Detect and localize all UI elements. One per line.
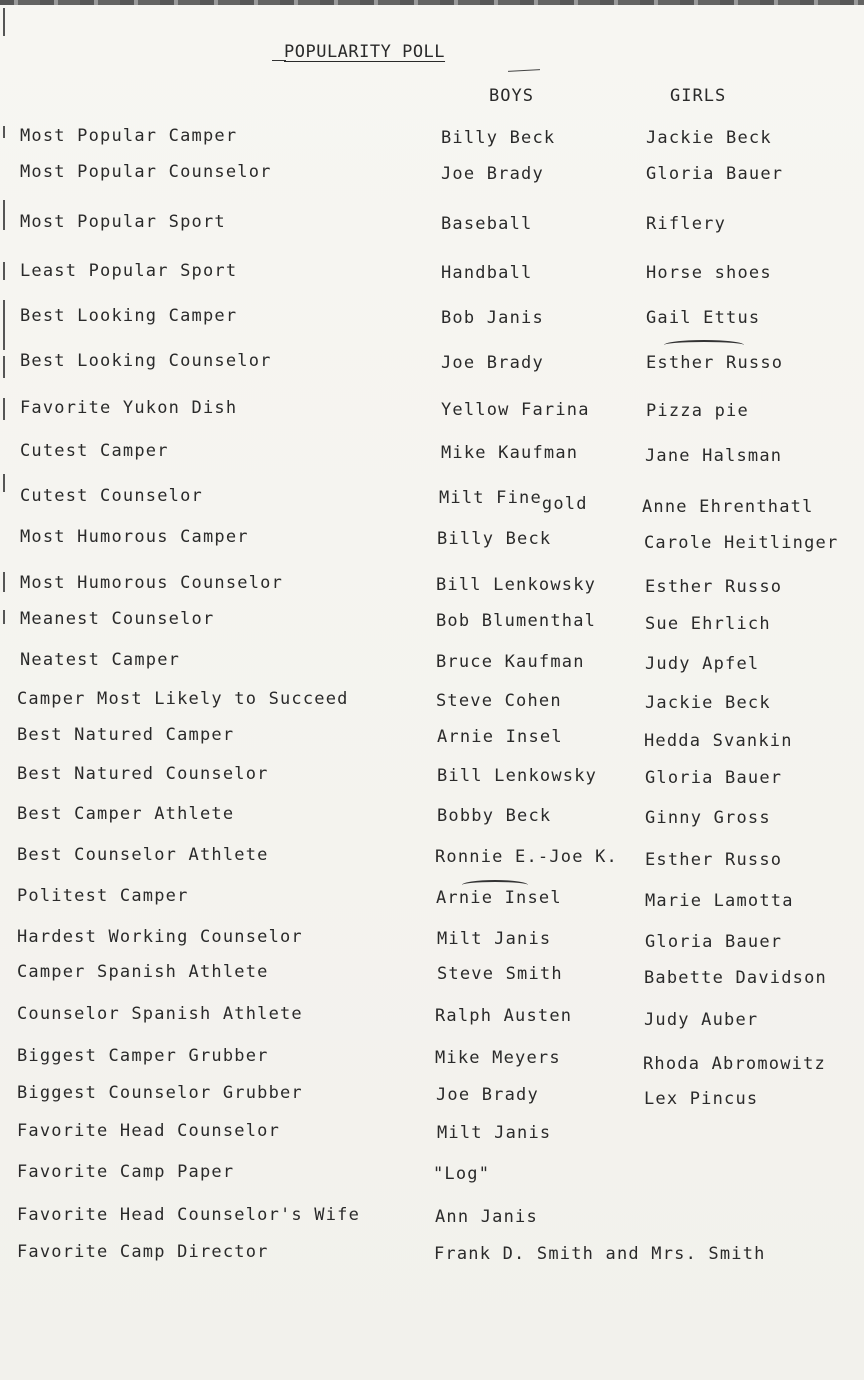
boys-winner: Ronnie E.-Joe K. [435, 847, 618, 867]
boys-winner: Bobby Beck [437, 806, 552, 826]
table-row [0, 1004, 864, 1030]
girls-winner: Riflery [646, 214, 727, 234]
category-label: Most Popular Counselor [20, 162, 272, 182]
girls-winner: Marie Lamotta [645, 891, 794, 911]
category-label: Most Popular Camper [20, 126, 238, 146]
ink-underline-gail [664, 340, 744, 350]
boys-winner: Bob Janis [441, 308, 544, 328]
category-label: Favorite Head Counselor [17, 1121, 281, 1141]
boys-winner: Bill Lenkowsky [437, 766, 598, 786]
boys-winner: Arnie Insel [436, 888, 562, 908]
girls-winner: Horse shoes [646, 263, 772, 283]
boys-winner: Handball [441, 263, 533, 283]
table-row [0, 398, 864, 424]
table-row [0, 725, 864, 751]
boys-winner: Mike Meyers [435, 1048, 561, 1068]
boys-winner: Billy Beck [441, 128, 556, 148]
table-row [0, 306, 864, 332]
category-label: Biggest Camper Grubber [17, 1046, 269, 1066]
category-label: Camper Most Likely to Succeed [17, 689, 349, 709]
ink-underline-ronnie [462, 880, 528, 890]
table-row [0, 1083, 864, 1109]
boys-winner-main: Milt Fine [439, 488, 542, 508]
boys-winner: Steve Cohen [436, 691, 562, 711]
table-row [0, 804, 864, 830]
boys-winner: "Log" [433, 1164, 491, 1184]
category-label: Hardest Working Counselor [17, 927, 303, 947]
category-label: Best Camper Athlete [17, 804, 235, 824]
girls-winner: Jane Halsman [645, 446, 783, 466]
category-label: Least Popular Sport [20, 261, 238, 281]
category-label: Most Humorous Counselor [20, 573, 284, 593]
girls-winner: Judy Apfel [645, 654, 760, 674]
table-row [0, 764, 864, 790]
category-label: Best Looking Camper [20, 306, 238, 326]
header-boys: BOYS [489, 86, 534, 106]
table-row [0, 845, 864, 871]
boys-winner: Mike Kaufman [441, 443, 579, 463]
category-label: Most Popular Sport [20, 212, 226, 232]
category-label: Best Looking Counselor [20, 351, 272, 371]
girls-winner: Esther Russo [645, 577, 783, 597]
girls-winner: Pizza pie [646, 401, 749, 421]
girls-winner: Judy Auber [644, 1010, 759, 1030]
table-row [0, 1121, 864, 1147]
girls-winner: Lex Pincus [644, 1089, 759, 1109]
table-row [0, 1242, 864, 1268]
category-label: Best Natured Camper [17, 725, 235, 745]
table-row [0, 212, 864, 238]
table-row [0, 1046, 864, 1072]
table-row [0, 126, 864, 152]
girls-winner: Esther Russo [646, 353, 784, 373]
boys-winner: Milt Janis [437, 929, 552, 949]
category-label: Best Counselor Athlete [17, 845, 269, 865]
boys-winner: Yellow Farina [441, 400, 590, 420]
girls-winner: Gloria Bauer [645, 768, 783, 788]
category-label: Best Natured Counselor [17, 764, 269, 784]
table-row [0, 351, 864, 377]
boys-winner: Ann Janis [435, 1207, 538, 1227]
boys-winner: Frank D. Smith and Mrs. Smith [434, 1244, 766, 1264]
table-row [0, 441, 864, 467]
table-row [0, 689, 864, 715]
girls-winner: Jackie Beck [646, 128, 772, 148]
category-label: Counselor Spanish Athlete [17, 1004, 303, 1024]
ink-dash [508, 69, 540, 72]
table-row [0, 527, 864, 553]
category-label: Most Humorous Camper [20, 527, 249, 547]
girls-winner: Hedda Svankin [644, 731, 793, 751]
category-label: Cutest Camper [20, 441, 169, 461]
boys-winner: Arnie Insel [437, 727, 563, 747]
boys-winner: Bruce Kaufman [436, 652, 585, 672]
boys-winner: Billy Beck [437, 529, 552, 549]
category-label: Cutest Counselor [20, 486, 203, 506]
category-label: Politest Camper [17, 886, 189, 906]
boys-winner: Joe Brady [441, 164, 544, 184]
table-row [0, 261, 864, 287]
girls-winner: Rhoda Abromowitz [643, 1054, 826, 1074]
girls-winner: Anne Ehrenthatl [642, 497, 814, 517]
girls-winner: Babette Davidson [644, 968, 827, 988]
category-label: Biggest Counselor Grubber [17, 1083, 303, 1103]
boys-winner: Bob Blumenthal [436, 611, 597, 631]
category-label: Favorite Camp Paper [17, 1162, 235, 1182]
table-row [0, 486, 864, 517]
table-row [0, 927, 864, 953]
category-label: Neatest Camper [20, 650, 181, 670]
table-row [0, 650, 864, 676]
girls-winner: Jackie Beck [645, 693, 771, 713]
category-label: Camper Spanish Athlete [17, 962, 269, 982]
table-row [0, 1205, 864, 1231]
table-row [0, 609, 864, 635]
table-row [0, 1162, 864, 1188]
boys-winner: Joe Brady [436, 1085, 539, 1105]
table-row [0, 573, 864, 599]
boys-winner: Steve Smith [437, 964, 563, 984]
girls-winner: Carole Heitlinger [644, 533, 839, 553]
girls-winner: Sue Ehrlich [645, 614, 771, 634]
boys-winner: Joe Brady [441, 353, 544, 373]
girls-winner: Gail Ettus [646, 308, 761, 328]
girls-winner: Gloria Bauer [646, 164, 784, 184]
category-label: Favorite Camp Director [17, 1242, 269, 1262]
boys-winner-suffix: gold [541, 494, 588, 514]
page-title: POPULARITY POLL [284, 42, 446, 62]
torn-top-edge [0, 0, 864, 5]
category-label: Favorite Yukon Dish [20, 398, 238, 418]
category-label: Meanest Counselor [20, 609, 215, 629]
category-label: Favorite Head Counselor's Wife [17, 1205, 361, 1225]
girls-winner: Esther Russo [645, 850, 783, 870]
header-girls: GIRLS [670, 86, 727, 106]
boys-winner: Bill Lenkowsky [436, 575, 597, 595]
boys-winner: Milt Janis [437, 1123, 552, 1143]
boys-winner: Baseball [441, 214, 533, 234]
table-row [0, 162, 864, 188]
table-row [0, 886, 864, 912]
boys-winner: Ralph Austen [435, 1006, 573, 1026]
table-row [0, 962, 864, 988]
boys-winner [439, 488, 588, 514]
girls-winner: Ginny Gross [645, 808, 771, 828]
girls-winner: Gloria Bauer [645, 932, 783, 952]
margin-tick [3, 8, 5, 36]
